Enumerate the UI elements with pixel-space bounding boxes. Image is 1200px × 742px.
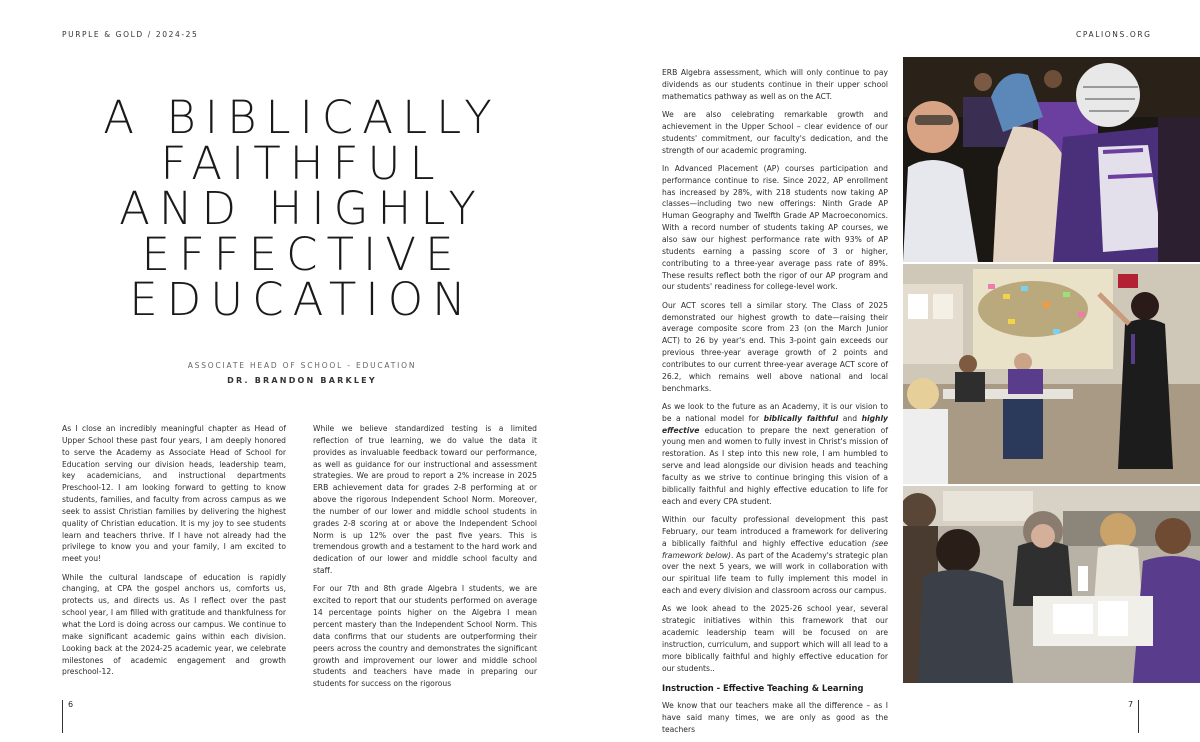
paragraph: While the cultural landscape of education is rapidly changing, at CPA the gospel anchors us, comforts us, protects us, and directs us. As I reflect over the past school year, I am filled with gratitude and thankfulness for what the Lord is doing across our campus. We continue to make significant academic gains within each division. Looking back at the 2024-25 academic year, we celebrate milestones of academic engagement and growth preschool-12. [62, 572, 286, 677]
paragraph: Our ACT scores tell a similar story. The Class of 2025 demonstrated our highest growth to date—raising their average composite score from 23 (on the March Junior ACT) to 26 by year's end. This 3-point gain exceeds our previous three-year average growth of 2 points and contributes to our current three-year average ACT score of 26.2, which remains well above national and local benchmarks. [662, 300, 888, 393]
paragraph-framework [662, 514, 888, 597]
title-line: FAITHFUL [160, 136, 444, 190]
article-column-2 [313, 423, 537, 697]
text-run: As we look to the future as an Academy, it is our vision to be a national model for [662, 401, 888, 423]
emphasis-highly-effective: highly effective [662, 413, 888, 435]
classroom-teacher-photo [903, 264, 1200, 484]
small-group-discussion-photo [903, 486, 1200, 683]
paragraph: We are also celebrating remarkable growth and achievement in the Upper School – clear evidence of our students' commitment, our faculty's dedication, and the strength of our academic programing. [662, 110, 888, 155]
text-run: . As part of the Academy's strategic plan over the next 5 years, we will work in collaboration with our spiritual life team to fully implement this model in each and every division and classroom across our campus. [662, 550, 888, 596]
title-line: EDUCATION [129, 273, 475, 326]
text-run: education to prepare the next generation of young men and women to fully invest in Christ's mission of restoration. As I step into this new role, I am humbled to serve and lead alongside our division heads and teaching faculty as we strive to continue bringing this vision of a biblically faithful and highly effective education to life for each and every CPA student. [662, 425, 888, 506]
author-role: ASSOCIATE HEAD OF SCHOOL - EDUCATION [187, 361, 417, 370]
page-number-right: 7 [1128, 700, 1134, 709]
framework-reference: (see framework below) [662, 538, 888, 560]
title-line: AND HIGHLY [119, 182, 485, 235]
article-column-1 [62, 423, 286, 685]
page-number-left: 6 [68, 700, 74, 709]
paragraph: ERB Algebra assessment, which will only continue to pay dividends as our students continue in their upper school mathematics pathway as well as on the ACT. [662, 68, 888, 101]
author-name: DR. BRANDON BARKLEY [227, 376, 377, 385]
article-column-3 [662, 67, 888, 742]
footer-rule-left [62, 700, 63, 733]
page-title [62, 91, 542, 326]
emphasis-biblically-faithful: biblically faithful [763, 413, 839, 423]
paragraph: As we look ahead to the 2025-26 school year, several strategic initiatives within this framework that our academic leadership team will be focused on are instruction, curriculum, and support which will all lead to a more biblically faithful and highly effective education for our students.. [662, 604, 888, 673]
title-line: EFFECTIVE [141, 227, 463, 281]
paragraph-vision [662, 401, 888, 508]
paragraph: We know that our teachers make all the difference – as I have said many times, we are only as good as the teachers [662, 701, 888, 735]
text-run: Within our faculty professional development this past February, our team introduced a framework for delivering a biblically faithful and highly effective education [662, 515, 888, 548]
section-heading: Instruction - Effective Teaching & Learning [662, 682, 864, 693]
footer-rule-right [1138, 700, 1139, 733]
publication-header: PURPLE & GOLD / 2024-25 [62, 30, 199, 39]
lacrosse-celebration-photo [903, 57, 1200, 262]
paragraph: As I close an incredibly meaningful chapter as Head of Upper School these past four years, I am deeply honored to serve the Academy as Associate Head of School for Education serving our division heads, leadership team, key academicians, and instructional departments Preschool-12. I am looking forward to getting to know students, families, and faculty from across campus as we seek to assist Christian families by delivering the highest quality of Christian education. It is my joy to see students learn and teachers thrive. If I have not already had the privilege to know you and your family, I am excited to meet you! [62, 424, 286, 564]
title-line: A BIBLICALLY [103, 91, 501, 144]
website-header[interactable]: CPALIONS.ORG [1076, 30, 1152, 39]
paragraph: For our 7th and 8th grade Algebra I students, we are excited to report that our students performed on average 14 percentage points higher on the Algebra I mean percent mastery than the Independent School Norm. This data confirms that our students are outperforming their peers across the country and demonstrates the significant growth and improvement our lower and middle school students and teachers have made in preparing our students for success on the rigorous [313, 584, 537, 689]
text-run: and [838, 413, 862, 423]
paragraph: While we believe standardized testing is a limited reflection of true learning, we do value the data it provides as invaluable feedback toward our performance, as well as guidance for our instructional and assessment strategies. We are proud to report a 2% increase in 2025 ERB achievement data for grades 2-8 performing at or above the rigorous Independent School Norm. Moreover, the number of our lower and middle school students in grades 2-8 scoring at or above the Independent School Norm is up 12% over the past five years. This is tremendous growth and a testament to the hard work and dedication of our lower and middle school faculty and staff. [313, 424, 537, 576]
paragraph: In Advanced Placement (AP) courses participation and performance continue to rise. Since 2022, AP enrollment has increased by 28%, with 218 students now taking AP classes—including two new offerings: Ninth Grade AP Human Geography and Twelfth Grade AP Macroeconomics. With a record number of students taking AP courses, we also saw our highest performance rate with 93% of AP students earning a passing score of 3 or higher, contributing to a three-year average pass rate of 89%. These results reflect both the rigor of our AP program and our students' readiness for college-level work. [662, 163, 888, 292]
